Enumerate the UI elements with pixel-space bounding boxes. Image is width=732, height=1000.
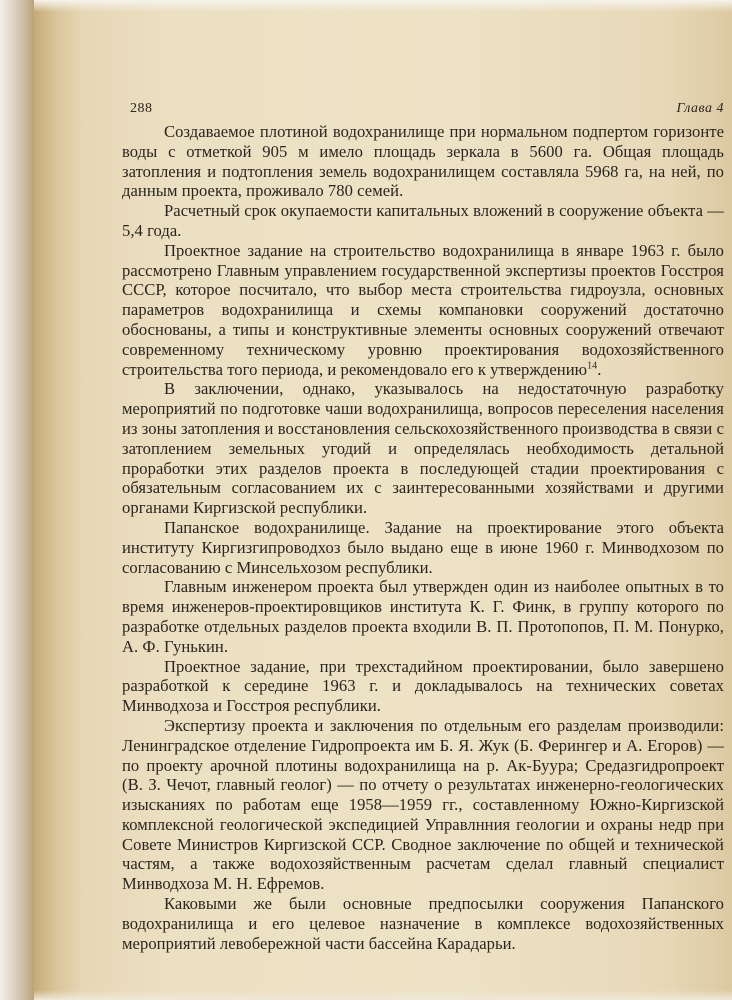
paragraph-text: Проектное задание на строительство водохранилища в январе 1963 г. было рассмотрено Главным управлением государственной экспертизы проектов Госстроя СССР, которое посчитало, что выбор места строительства гидроузла, основных параметров водохранилища и схемы компановки сооружений достаточно обоснованы, а типы и конструктивные элементы основных сооружений отвечают современному техническому уровню проектирования водохозяйственного строительства того периода, и рекомендовало его к утверждению [122,240,724,379]
page-number: 288 [130,101,153,116]
book-edge [0,0,34,1000]
footnote-reference: 14 [587,360,598,372]
paragraph: Экспертизу проекта и заключения по отдельным его разделам производили: Ленинградское отделение Гидропроекта им Б. Я. Жук (Б. Ферингер и А. Егоров) — по проекту арочной плотины водохранилища на р. Ак-Буура; Средазгидропроект (В. З. Чечот, главный геолог) — по отчету о результатах инженерно-геологических изысканиях по работам еще 1958—1959 гг., составленному Южно-Киргизской комплексной геологической экспедицией Управлнния геологии и охраны недр при Совете Министров Киргизской ССР. Сводное заключение по общей и технической частям, а также водохозяйственным расчетам сделал главный специалист Минводхоза М. Н. Ефремов. [122,715,724,894]
paragraph: Папанское водохранилище. Задание на проектирование этого объекта институту Киргизгипроводхоз было выдано еще в июне 1960 г. Минводхозом по согласованию с Минсельхозом республики. [122,517,724,577]
running-head [130,101,730,123]
body-text [122,122,724,953]
paragraph: Главным инженером проекта был утвержден один из наиболее опытных в то время инженеров-проектировщиков института К. Г. Финк, в группу которого по разработке отдельных разделов проекта входили В. П. Протопопов, П. М. Понурко, А. Ф. Гунькин. [122,577,724,656]
paragraph: Проектное задание, при трехстадийном проектировании, было завершено разработкой к середине 1963 г. и докладывалось на технических советах Минводхоза и Госстроя республики. [122,656,724,716]
chapter-label: Глава 4 [676,101,724,116]
paragraph: Создаваемое плотиной водохранилище при нормальном подпертом горизонте воды с отметкой 905 м имело площадь зеркала в 5600 га. Общая площадь затопления и подтопления земель водохранилищем составляла 5968 га, на ней, по данным проекта, проживало 780 семей. [122,122,724,201]
paragraph: В заключении, однако, указывалось на недостаточную разработку мероприятий по подготовке чаши водохранилища, вопросов переселения населения из зоны затопления и восстановления сельскохозяйственного производства в связи с затоплением земельных угодий и определялась необходимость детальной проработки этих разделов проекта в последующей стадии проектирования с обязательным согласованием их с заинтересованными хозяйствами и другими органами Киргизской республики. [122,379,724,518]
paragraph: Каковыми же были основные предпосылки сооружения Папанского водохранилища и его целевое назначение в комплексе водохозяйственных мероприятий левобережной части бассейна Карадарьи. [122,894,724,953]
paragraph-with-footnote: Проектное задание на строительство водохранилища в январе 1963 г. было рассмотрено Главным управлением государственной экспертизы проектов Госстроя СССР, которое посчитало, что выбор места строительства гидроузла, основных параметров водохранилища и схемы компановки сооружений достаточно обоснованы, а типы и конструктивные элементы основных сооружений отвечают современному техническому уровню проектирования водохозяйственного строительства того периода, и рекомендовало его к утверждению$^{14}$. [122,240,724,379]
paragraph: Расчетный срок окупаемости капитальных вложений в сооружение объекта —5,4 года. [122,201,724,240]
